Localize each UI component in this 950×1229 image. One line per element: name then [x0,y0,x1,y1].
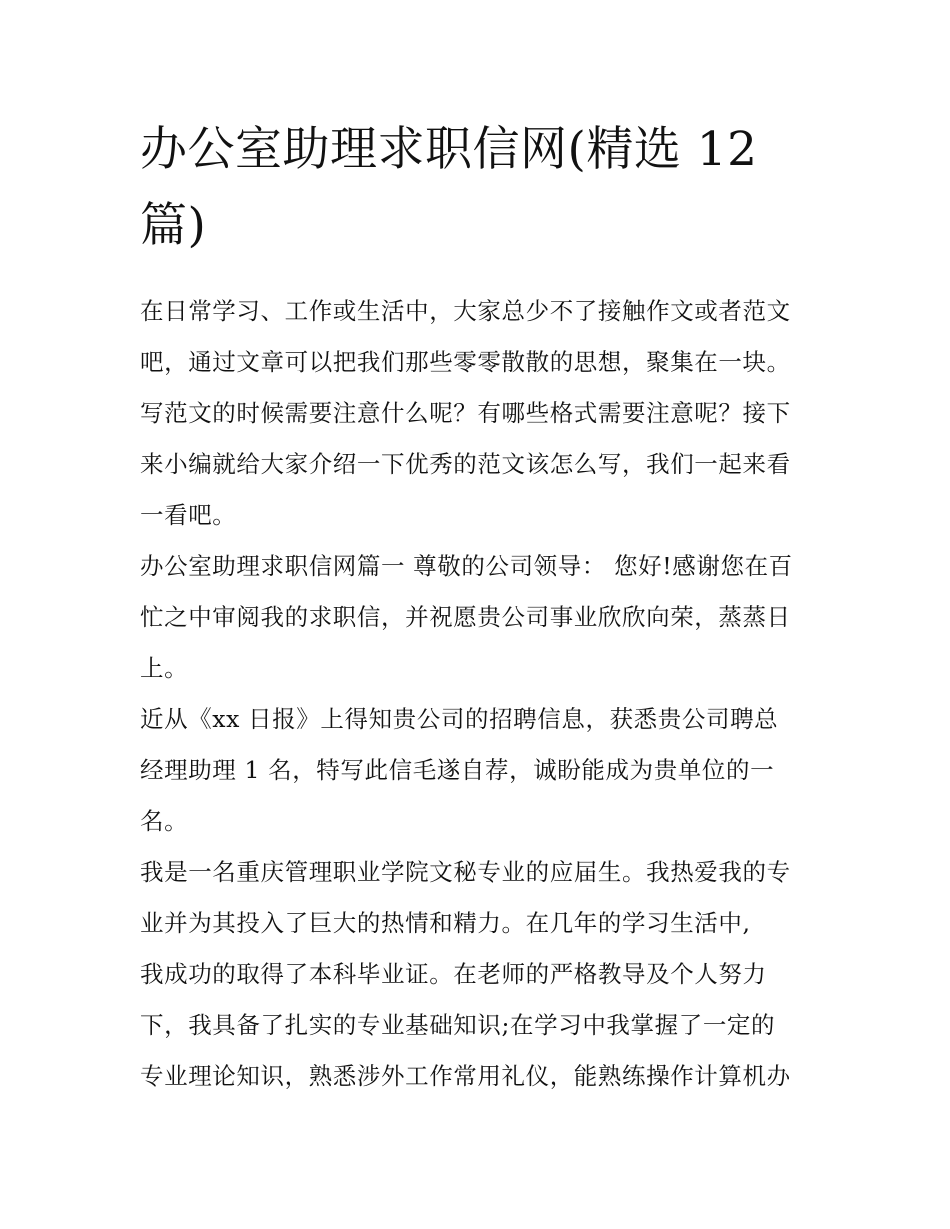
paragraph-line: 在日常学习、工作或生活中，大家总少不了接触作文或者范文 [140,297,791,325]
title-line-2: 篇) [140,198,207,253]
paragraph-line: 下，我具备了扎实的专业基础知识;在学习中我掌握了一定的 [140,1011,776,1039]
paragraph-line: 名。 [140,807,189,835]
paragraph-line: 写范文的时候需要注意什么呢？有哪些格式需要注意呢？接下 [140,399,791,427]
paragraph-line: 近从《xx 日报》上得知贵公司的招聘信息，获悉贵公司聘总 [140,705,779,733]
paragraph-line: 我是一名重庆管理职业学院文秘专业的应届生。我热爱我的专 [140,858,791,886]
document-body [140,112,820,1102]
paragraph-line: 经理助理 1 名，特写此信毛遂自荐，诚盼能成为贵单位的一 [140,756,775,784]
paragraph-line: 来小编就给大家介绍一下优秀的范文该怎么写，我们一起来看 [140,450,791,478]
paragraph-line: 业并为其投入了巨大的热情和精力。在几年的学习生活中, [140,909,751,937]
paragraph-line: 我成功的取得了本科毕业证。在老师的严格教导及个人努力 [140,960,767,988]
paragraph-line: 一看吧。 [140,501,237,529]
paragraph-line: 上。 [140,654,189,682]
paragraph-background [140,847,820,1102]
paragraph-line: 吧，通过文章可以把我们那些零零散散的思想，聚集在一块。 [140,348,791,376]
document-title [140,112,820,264]
paragraph-line: 忙之中审阅我的求职信，并祝愿贵公司事业欣欣向荣，蒸蒸日 [140,603,791,631]
paragraph-recruitment [140,694,820,847]
paragraph-intro [140,286,820,541]
paragraph-line: 专业理论知识，熟悉涉外工作常用礼仪，能熟练操作计算机办 [140,1062,791,1090]
title-line-1: 办公室助理求职信网(精选 12 [140,122,758,177]
paragraph-line: 办公室助理求职信网篇一 尊敬的公司领导： 您好!感谢您在百 [140,552,793,580]
paragraph-greeting [140,541,820,694]
